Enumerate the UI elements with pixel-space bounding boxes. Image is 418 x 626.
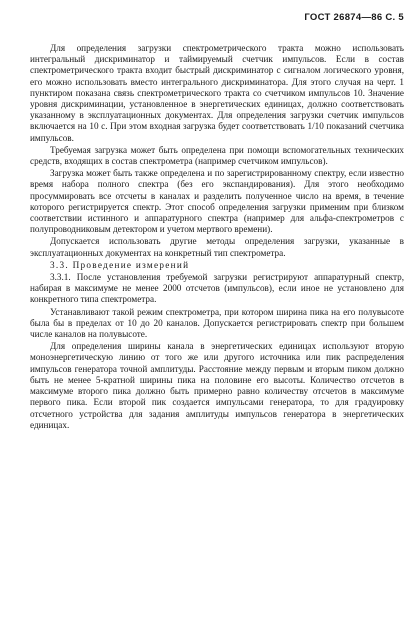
document-page (30, 12, 404, 431)
body-text (30, 43, 404, 431)
paragraph-spectrum-loading: Загрузка может быть также определена и по зарегистрированному спектру, если известно время набора полного спектра (без его экспандирования). Для этого необходимо просуммировать все отсчеты в каналах и разделить полученное число на время, в течение которого регистрируется спектр. Этот способ определения загрузки применим при близком соответствии истинного и аппаратурного спектра (например для альфа-спектрометров с полупроводниковым детектором и учетом мертвого времени). (30, 168, 404, 235)
paragraph-other-methods: Допускается использовать другие методы определения загрузки, указанные в эксплуатационных документах на конкретный тип спектрометра. (30, 236, 404, 258)
paragraph-peak-width: Устанавливают такой режим спектрометра, при котором ширина пика на его полувысоте была бы в пределах от 10 до 20 каналов. Допускается регистрировать спектр при большем числе каналов на полувысоте. (30, 306, 404, 340)
paragraph-loading-counter: Для определения загрузки спектрометрического тракта можно использовать интегральный дискриминатор и таймируемый счетчик импульсов. Если в состав спектрометрического тракта входит быстрый дискриминатор с сигналом логического уровня, его можно использовать вместо интегрального дискриминатора. Для этого случая на черт. 1 пунктиром показана связь спектрометрического тракта со счетчиком импульсов 10. Значение уровня дискриминации, установленное в энергетических единицах, должно соответствовать указанному в эксплуатационных документах. Для определения загрузки счетчик импульсов включается на 10 с. При этом входная загрузка будет соответствовать 1/10 показаний счетчика импульсов. (30, 43, 404, 143)
section-title: 3.3. Проведение измерений (50, 259, 190, 270)
paragraph-channel-width: Для определения ширины канала в энергетических единицах используют вторую моноэнергетическую линию от того же или другого источника или пик распределения импульсов генератора точной амплитуды. Расстояние между первым и вторым пиком должно быть не менее 5-кратной ширины пика на половине его высоты. Количество отсчетов в максимуме второго пика должно быть примерно равно количеству отсчетов в максимуме первого пика. Если второй пик создается импульсами генератора, то для градуировку отсчетного устройства для задания амплитуды импульсов генератора в энергетических единицах. (30, 341, 404, 430)
paragraph-auxiliary-means: Требуемая загрузка может быть определена при помощи вспомогательных технических средств, входящих в состав спектрометра (например счетчиком импульсов). (30, 144, 404, 167)
paragraph-3-3-1: 3.3.1. После установления требуемой загрузки регистрируют аппаратурный спектр, набирая в максимуме не менее 2000 отсчетов (импульсов), если иное не установлено для конкретного типа спектрометра. (30, 272, 404, 305)
page-header: ГОСТ 26874—86 С. 5 (304, 12, 404, 23)
